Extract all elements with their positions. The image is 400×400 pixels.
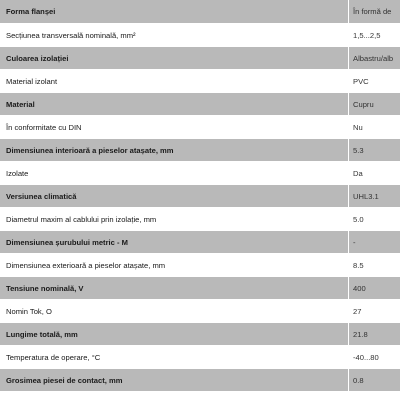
row-label: Secțiunea transversală nominală, mm² <box>6 30 136 40</box>
table-row <box>0 24 400 47</box>
row-value: 400 <box>353 283 366 293</box>
row-label: Tensiune nominală, V <box>6 283 84 293</box>
row-value: Albastru/alb <box>353 53 394 63</box>
row-label: Dimensiunea șurubului metric - M <box>6 237 128 247</box>
row-label: Material izolant <box>6 76 58 86</box>
row-label: Dimensiunea interioară a pieselor atașate, mm <box>6 145 174 155</box>
table-row <box>0 277 400 300</box>
row-label: Grosimea piesei de contact, mm <box>6 375 123 385</box>
table-row <box>0 139 400 162</box>
row-label: Forma flanșei <box>6 7 56 16</box>
table-row <box>0 231 400 254</box>
row-value: 8.5 <box>353 260 364 270</box>
row-label: Diametrul maxim al cablului prin izolație, mm <box>6 214 157 224</box>
row-value: UHL3.1 <box>353 191 379 201</box>
row-label: Izolate <box>6 168 29 178</box>
table-row <box>0 323 400 346</box>
table-row <box>0 162 400 185</box>
table-row <box>0 70 400 93</box>
row-label: Temperatura de operare, °C <box>6 352 101 362</box>
row-label: Material <box>6 99 35 109</box>
row-value: - <box>353 237 356 247</box>
table-row <box>0 300 400 323</box>
row-value: 5.0 <box>353 214 364 224</box>
row-label: Lungime totală, mm <box>6 329 78 339</box>
row-value: 21.8 <box>353 329 368 339</box>
row-label: Versiunea climatică <box>6 191 77 201</box>
table-row <box>0 47 400 70</box>
table-row <box>0 185 400 208</box>
table-row <box>0 369 400 392</box>
table-row <box>0 0 400 24</box>
table-row <box>0 254 400 277</box>
row-label: În conformitate cu DIN <box>6 122 82 132</box>
table-row <box>0 208 400 231</box>
row-value: Da <box>353 168 363 178</box>
row-value: 1,5...2,5 <box>353 30 381 40</box>
row-value: 5.3 <box>353 145 364 155</box>
row-value: Cupru <box>353 99 374 109</box>
row-value: -40...80 <box>353 352 379 362</box>
row-value: Nu <box>353 122 363 132</box>
row-label: Dimensiunea exterioară a pieselor atașate, mm <box>6 260 166 270</box>
row-value: PVC <box>353 76 369 86</box>
row-value: 0.8 <box>353 375 364 385</box>
table-row <box>0 116 400 139</box>
table-row <box>0 346 400 369</box>
row-label: Culoarea izolației <box>6 53 69 63</box>
row-value: 27 <box>353 306 362 316</box>
row-value: În formă de <box>353 7 392 16</box>
table-row <box>0 93 400 116</box>
row-label: Nomin Tok, O <box>6 306 52 316</box>
